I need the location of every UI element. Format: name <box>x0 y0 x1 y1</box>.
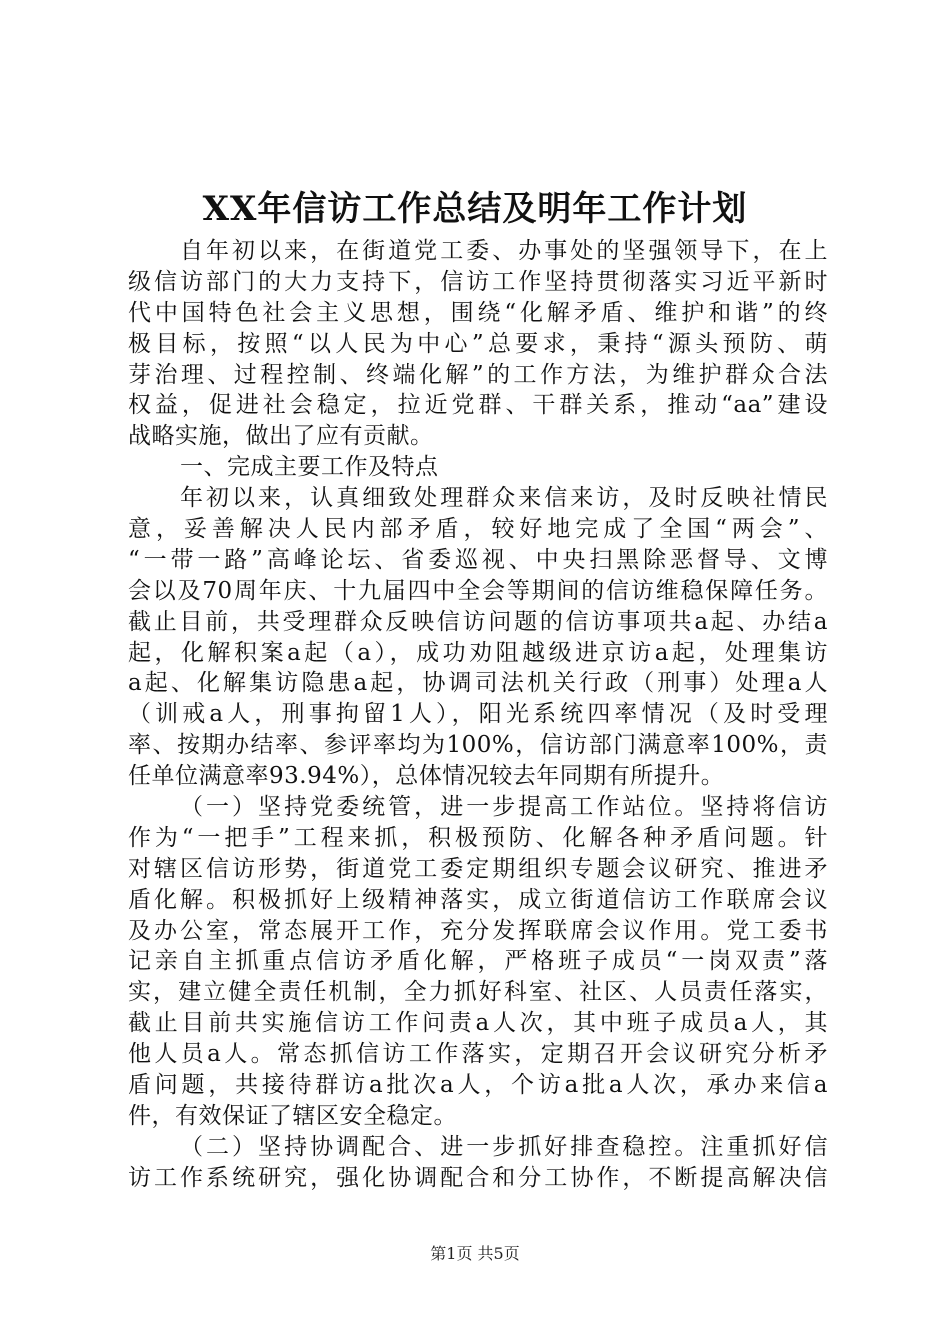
text-line: 任单位满意率93.94%），总体情况较去年同期有所提升。 <box>128 763 725 790</box>
text-line: 年初以来，认真细致处理群众来信来访，及时反映社情民 <box>180 485 828 512</box>
text-line: 率、按期办结率、参评率均为100%，信访部门满意率100%，责 <box>128 732 828 759</box>
text-line: 截止目前，共受理群众反映信访问题的信访事项共a起、办结a <box>128 608 828 635</box>
page-footer: 第1页 共5页 <box>430 1244 520 1263</box>
text-line: （二）坚持协调配合、进一步抓好排查稳控。注重抓好信 <box>180 1133 828 1160</box>
text-line: 权益，促进社会稳定，拉近党群、干群关系，推动“aa”建设 <box>128 392 828 419</box>
text-line: 会以及70周年庆、十九届四中全会等期间的信访维稳保障任务。 <box>128 577 828 604</box>
text-line: 盾问题，共接待群访a批次a人，个访a批a人次，承办来信a <box>128 1072 828 1099</box>
section-heading: 一、完成主要工作及特点 <box>180 454 439 481</box>
text-line: 他人员a人。常态抓信访工作落实，定期召开会议研究分析矛 <box>128 1041 828 1068</box>
text-line: 代中国特色社会主义思想，围绕“化解矛盾、维护和谐”的终 <box>128 299 828 326</box>
text-line: 级信访部门的大力支持下，信访工作坚持贯彻落实习近平新时 <box>128 268 828 295</box>
text-line: 访工作系统研究，强化协调配合和分工协作，不断提高解决信 <box>128 1164 828 1191</box>
text-line: 战略实施，做出了应有贡献。 <box>128 423 434 450</box>
text-line: “一带一路”高峰论坛、省委巡视、中央扫黑除恶督导、文博 <box>128 546 828 573</box>
text-line: 意，妥善解决人民内部矛盾，较好地完成了全国“两会”、 <box>128 516 828 543</box>
text-line: 起，化解积案a起（a），成功劝阻越级进京访a起，处理集访 <box>128 639 828 666</box>
text-line: 盾化解。积极抓好上级精神落实，成立街道信访工作联席会议 <box>128 886 828 913</box>
text-line: 对辖区信访形势，街道党工委定期组织专题会议研究、推进矛 <box>128 855 828 882</box>
text-line: （训戒a人，刑事拘留1人），阳光系统四率情况（及时受理 <box>128 701 828 728</box>
text-line: （一）坚持党委统管，进一步提高工作站位。坚持将信访 <box>180 794 828 821</box>
document-title: XX年信访工作总结及明年工作计划 <box>202 189 748 229</box>
text-line: 记亲自主抓重点信访矛盾化解，严格班子成员“一岗双责”落 <box>128 948 828 975</box>
text-line: 件，有效保证了辖区安全稳定。 <box>128 1102 457 1129</box>
text-line: 作为“一把手”工程来抓，积极预防、化解各种矛盾问题。针 <box>128 824 828 851</box>
text-line: 及办公室，常态展开工作，充分发挥联席会议作用。党工委书 <box>128 917 828 944</box>
text-line: 芽治理、过程控制、终端化解”的工作方法，为维护群众合法 <box>128 361 828 388</box>
text-line: a起、化解集访隐患a起，协调司法机关行政（刑事）处理a人 <box>128 670 828 697</box>
text-line: 自年初以来，在街道党工委、办事处的坚强领导下，在上 <box>180 238 828 264</box>
text-line: 实，建立健全责任机制，全力抓好科室、社区、人员责任落实， <box>128 979 828 1006</box>
text-line: 截止目前共实施信访工作问责a人次，其中班子成员a人，其 <box>128 1010 828 1037</box>
document-body <box>128 236 828 1194</box>
text-line: 极目标，按照“以人民为中心”总要求，秉持“源头预防、萌 <box>128 330 828 357</box>
